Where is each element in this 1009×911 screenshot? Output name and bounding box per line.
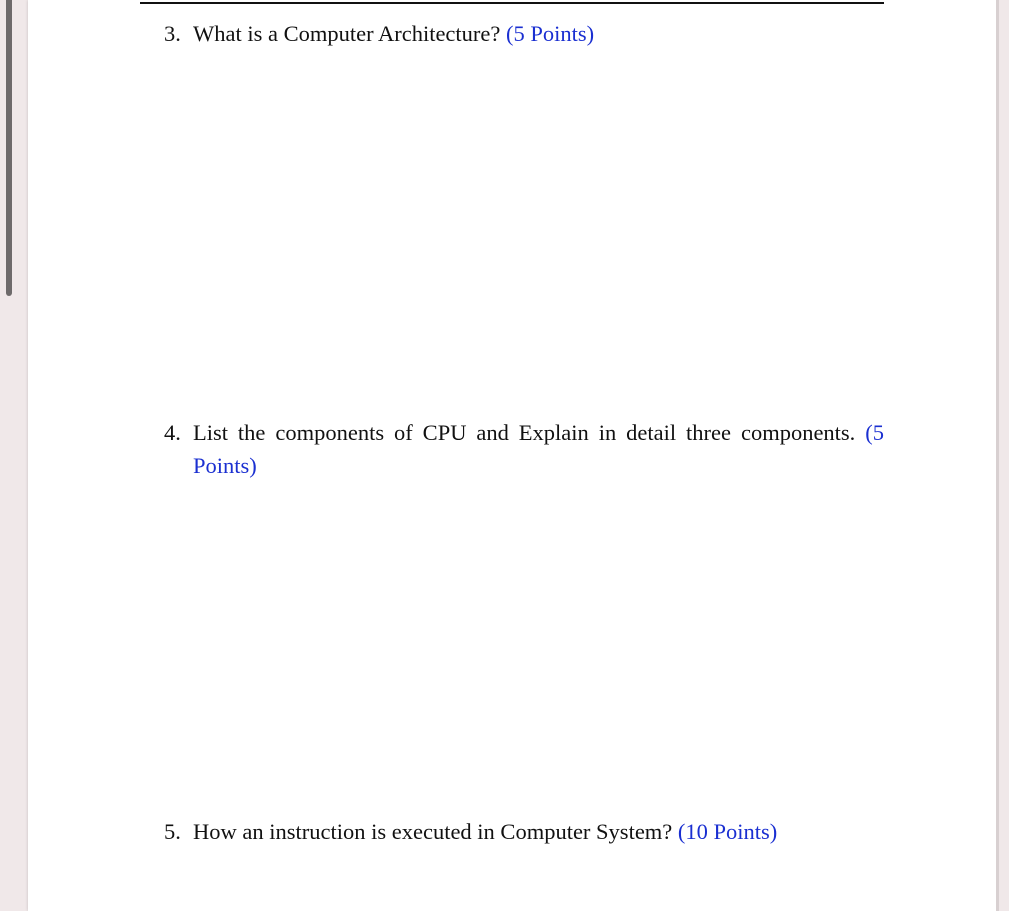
question-prompt: How an instruction is executed in Computer System? xyxy=(193,819,673,844)
question-number: 4. xyxy=(164,420,181,445)
points-label: (5 Points) xyxy=(193,420,884,478)
question-5 xyxy=(164,815,884,848)
top-divider xyxy=(140,2,884,4)
question-text xyxy=(193,815,884,848)
document-page xyxy=(28,0,996,911)
points-label: (5 Points) xyxy=(506,21,595,46)
question-prompt: List the components of CPU and Explain in detail three components. xyxy=(193,420,856,445)
page-edge-shadow xyxy=(996,0,999,911)
question-text xyxy=(193,416,884,482)
question-4 xyxy=(164,416,884,482)
question-prompt: What is a Computer Architecture? xyxy=(193,21,501,46)
scrollbar-thumb[interactable] xyxy=(6,0,12,296)
question-3 xyxy=(164,17,884,50)
question-text xyxy=(193,17,884,50)
question-number: 5. xyxy=(164,819,181,844)
points-label: (10 Points) xyxy=(677,819,778,844)
question-number: 3. xyxy=(164,21,181,46)
